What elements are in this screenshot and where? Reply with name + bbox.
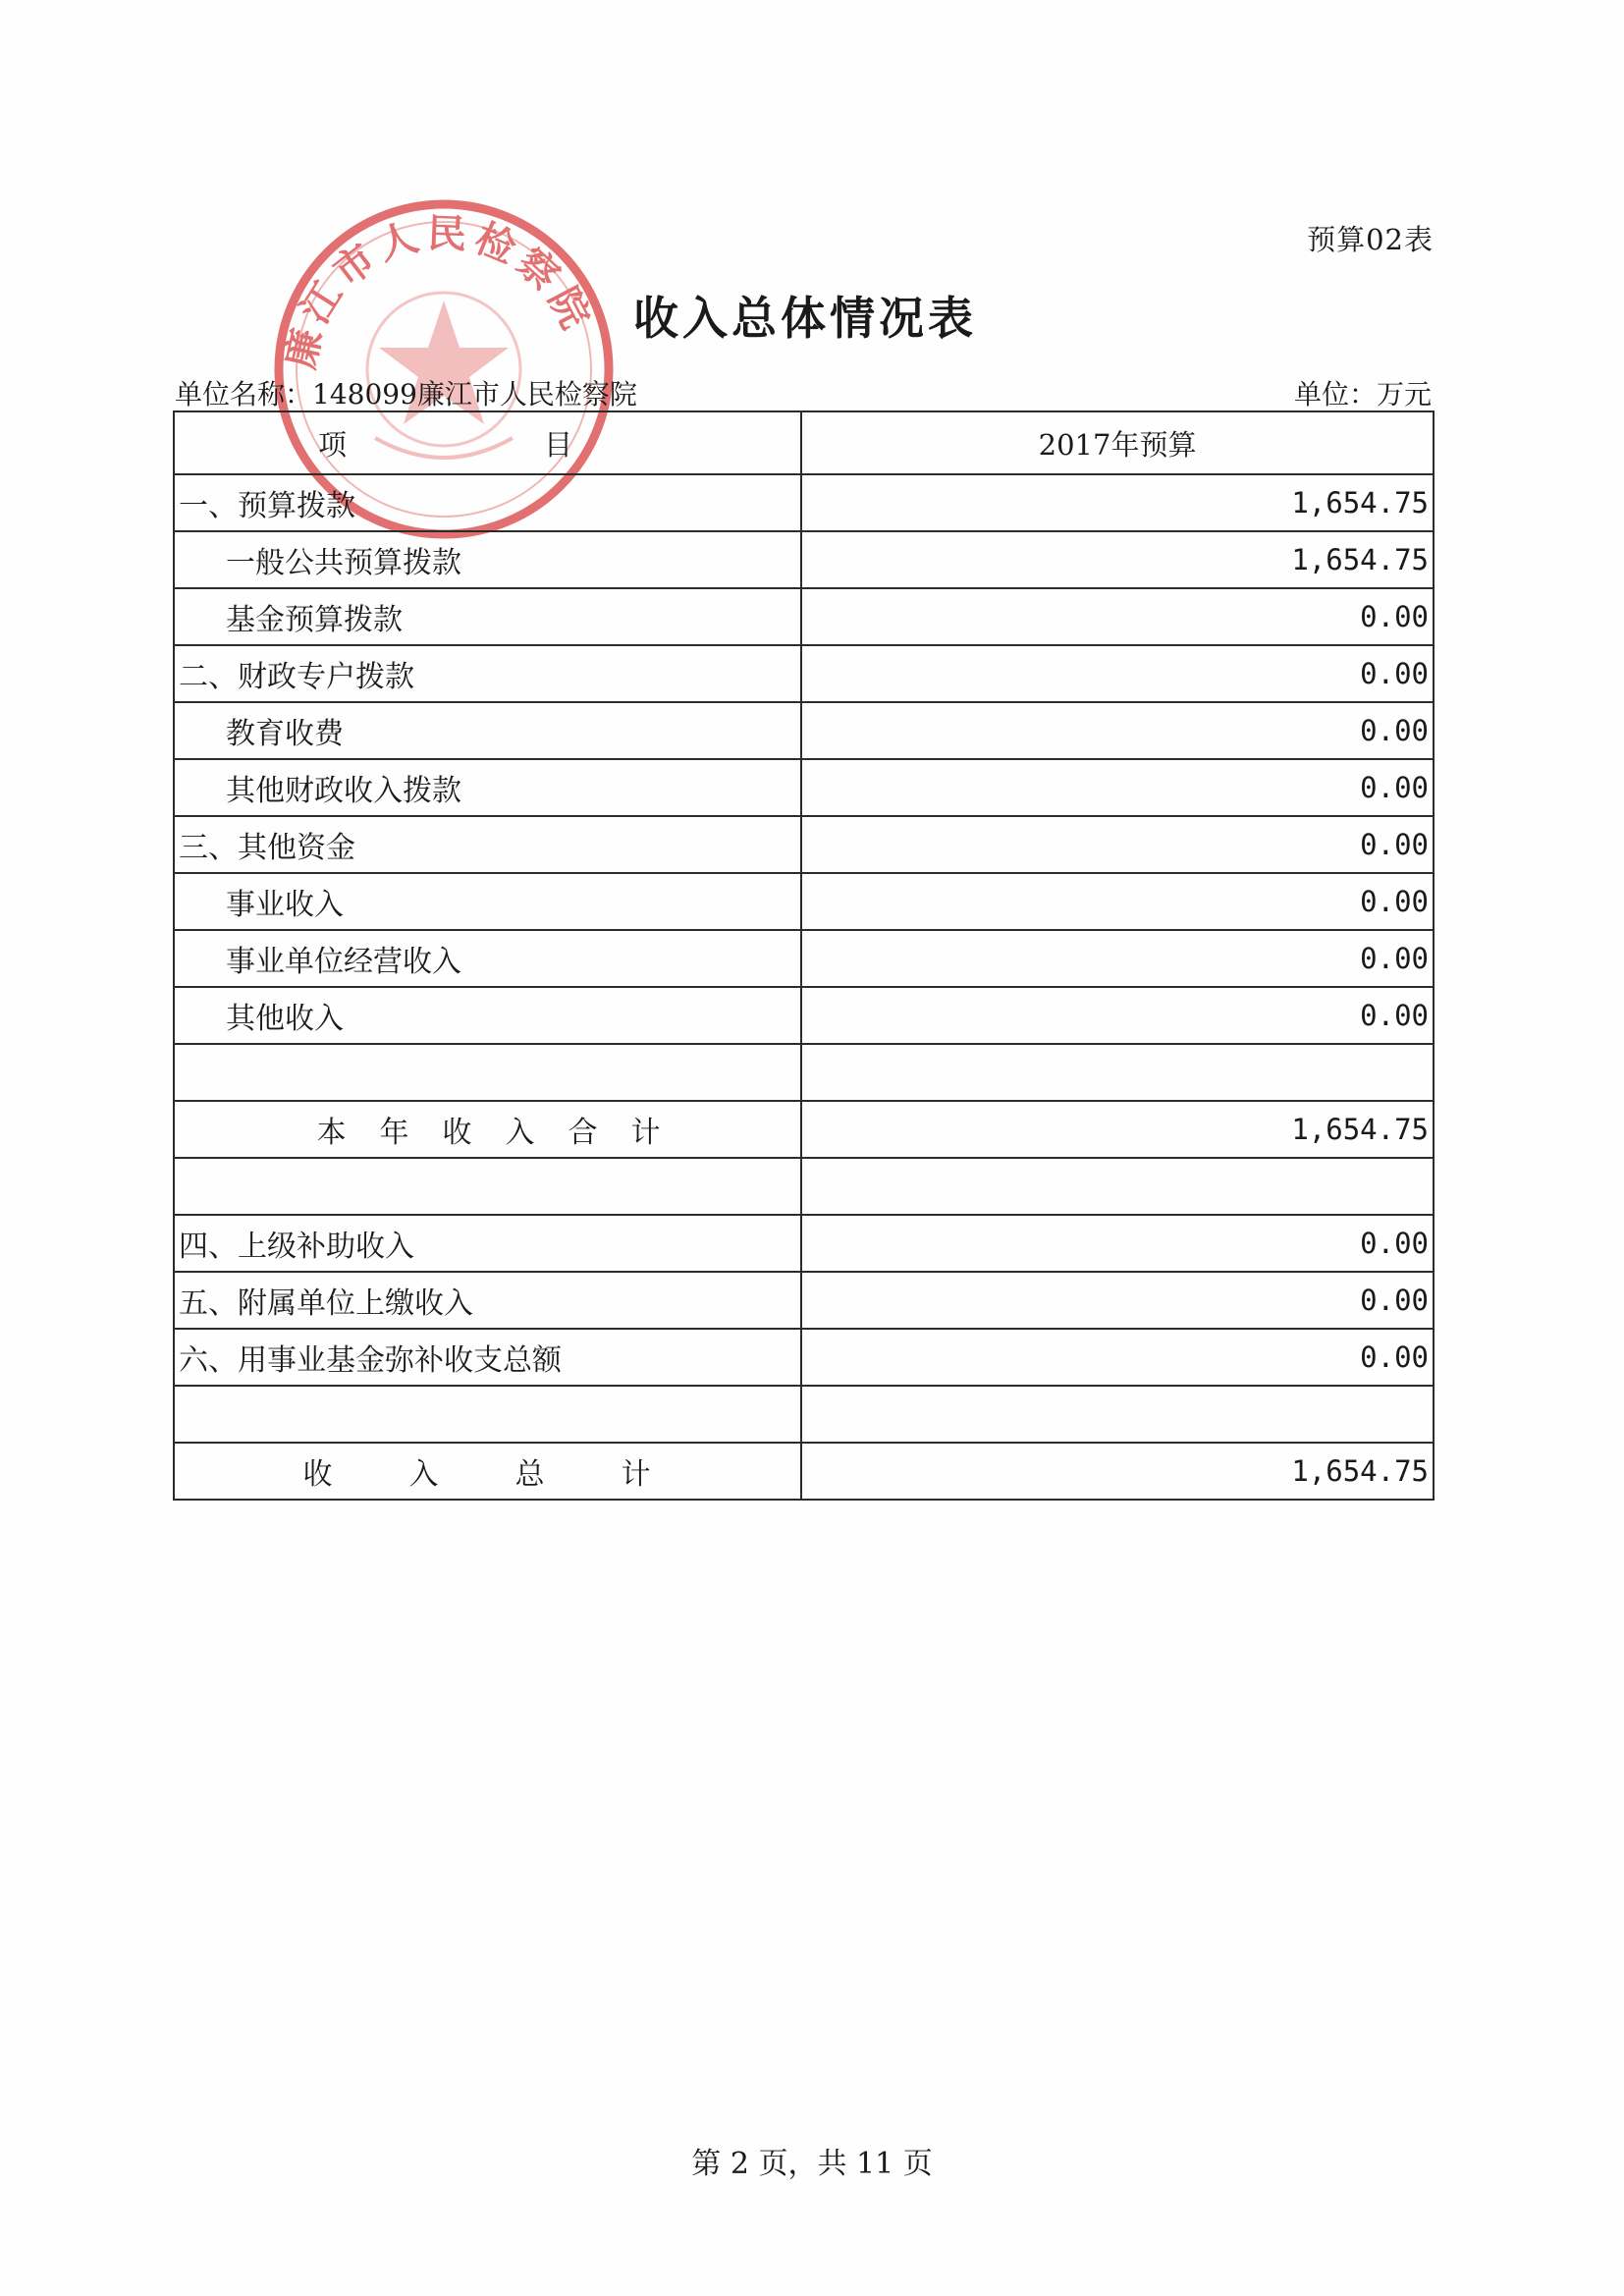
table-row — [174, 588, 1434, 645]
row-value: 0.00 — [801, 588, 1434, 645]
row-value — [801, 1386, 1434, 1443]
row-item: 三、其他资金 — [174, 816, 801, 873]
row-item — [174, 1158, 801, 1215]
table-row-subtotal — [174, 1101, 1434, 1158]
table-row — [174, 1272, 1434, 1329]
table-row — [174, 474, 1434, 531]
table-row — [174, 702, 1434, 759]
meta-row — [175, 373, 1432, 412]
row-item: 基金预算拨款 — [174, 588, 801, 645]
row-value: 0.00 — [801, 1329, 1434, 1386]
page-number: 第 2 页，共 11 页 — [691, 2147, 933, 2181]
table-row-empty — [174, 1158, 1434, 1215]
row-value: 0.00 — [801, 645, 1434, 702]
row-item-grand-total: 收入总计 — [174, 1443, 801, 1500]
table-row — [174, 645, 1434, 702]
table-row — [174, 987, 1434, 1044]
row-value: 1,654.75 — [801, 531, 1434, 588]
row-item: 其他收入 — [174, 987, 801, 1044]
row-item: 一、预算拨款 — [174, 474, 801, 531]
table-row — [174, 1329, 1434, 1386]
table-row-grand-total — [174, 1443, 1434, 1500]
row-value: 0.00 — [801, 987, 1434, 1044]
row-value-subtotal: 1,654.75 — [801, 1101, 1434, 1158]
row-value — [801, 1158, 1434, 1215]
table-row-empty — [174, 1386, 1434, 1443]
table-row — [174, 759, 1434, 816]
row-item: 事业收入 — [174, 873, 801, 930]
row-item — [174, 1386, 801, 1443]
row-value: 0.00 — [801, 1215, 1434, 1272]
table-row — [174, 930, 1434, 987]
row-item: 四、上级补助收入 — [174, 1215, 801, 1272]
row-value: 1,654.75 — [801, 474, 1434, 531]
row-value: 0.00 — [801, 1272, 1434, 1329]
svg-text:廉江市人民检察院: 廉江市人民检察院 — [277, 209, 602, 373]
income-summary-table — [173, 410, 1435, 1501]
row-value-grand-total: 1,654.75 — [801, 1443, 1434, 1500]
row-item: 一般公共预算拨款 — [174, 531, 801, 588]
table-row — [174, 816, 1434, 873]
row-item: 五、附属单位上缴收入 — [174, 1272, 801, 1329]
table-row — [174, 873, 1434, 930]
row-item — [174, 1044, 801, 1101]
table-row — [174, 531, 1434, 588]
row-value: 0.00 — [801, 759, 1434, 816]
form-code: 预算02表 — [1307, 223, 1434, 256]
unit-measure: 单位：万元 — [1293, 378, 1432, 410]
row-item: 二、财政专户拨款 — [174, 645, 801, 702]
row-item: 教育收费 — [174, 702, 801, 759]
row-value — [801, 1044, 1434, 1101]
table-row — [174, 1215, 1434, 1272]
row-item-subtotal: 本年收入合计 — [174, 1101, 801, 1158]
row-item: 六、用事业基金弥补收支总额 — [174, 1329, 801, 1386]
table-row-empty — [174, 1044, 1434, 1101]
row-item: 其他财政收入拨款 — [174, 759, 801, 816]
column-header-budget: 2017年预算 — [801, 411, 1434, 474]
row-value: 0.00 — [801, 930, 1434, 987]
document-title: 收入总体情况表 — [633, 292, 977, 345]
row-value: 0.00 — [801, 873, 1434, 930]
row-value: 0.00 — [801, 702, 1434, 759]
table-header-row — [174, 411, 1434, 474]
row-item: 事业单位经营收入 — [174, 930, 801, 987]
column-header-item: 项 目 — [174, 411, 801, 474]
unit-name: 单位名称：148099廉江市人民检察院 — [175, 378, 637, 410]
row-value: 0.00 — [801, 816, 1434, 873]
